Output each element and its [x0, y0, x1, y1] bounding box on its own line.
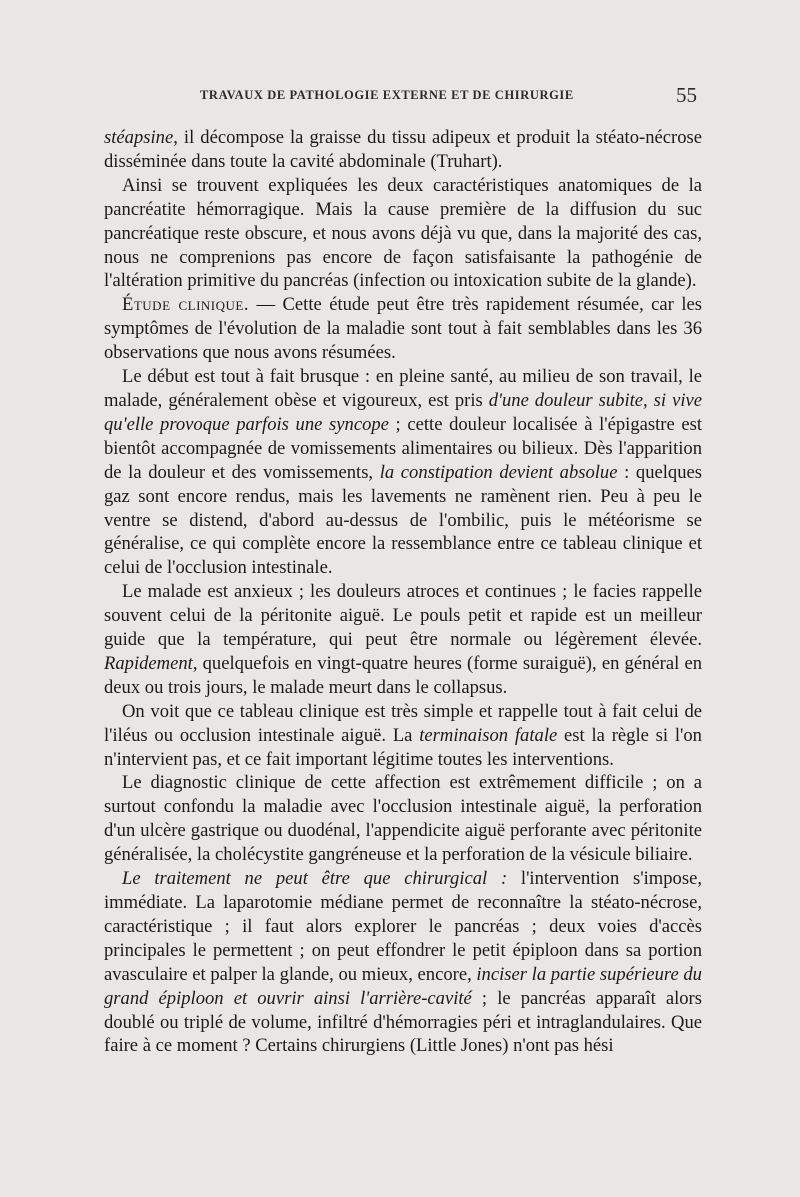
paragraph: On voit que ce tableau clinique est très simple et rappelle tout à fait celui de l'iléus ou occlusion intestinale aiguë. La terminaison fatale est la règle si l'on n'intervient pas, et ce fait important légitime toutes les interventions. [104, 700, 702, 770]
page-number: 55 [676, 83, 697, 107]
italic-phrase: Rapidement [104, 652, 193, 674]
paragraph: Étude clinique. — Cette étude peut être très rapidement résumée, car les symptômes de l'évolution de la maladie sont tout à fait semblables dans les 36 observations que nous avons résumées. [104, 294, 702, 364]
italic-phrase: la constipation devient absolue [379, 461, 618, 483]
italic-phrase: inciser la partie supérieure du grand épiploon et ouvrir ainsi l'arrière-cavité [104, 963, 702, 1009]
paragraph: Le traitement ne peut être que chirurgical : l'intervention s'impose, immédiate. La laparotomie médiane permet de reconnaître la stéato-nécrose, caractéristique ; il faut alors explorer le pancréas ; deux voies d'accès principales le permettent ; on peut effondrer le petit épiploon dans sa portion avasculaire et palper la glande, ou mieux, encore, inciser la partie supérieure du grand épiploon et ouvrir ainsi l'arrière-cavité ; le pancréas apparaît alors doublé ou triplé de volume, infiltré d'hémorragies péri et intraglandulaires. Que faire à ce moment ? Certains chirurgiens (Little Jones) n'ont pas hési [104, 868, 702, 1057]
body-text [104, 126, 702, 1058]
italic-phrase: terminaison fatale [419, 724, 558, 746]
paragraph: Le début est tout à fait brusque : en pleine santé, au milieu de son travail, le malade, généralement obèse et vigoureux, est pris d'une douleur subite, si vive qu'elle provoque parfois une syncope ; cette douleur localisée à l'épigastre est bientôt accompagnée de vomissements alimentaires ou bilieux. Dès l'apparition de la douleur et des vomissements, la constipation devient absolue : quelques gaz sont encore rendus, mais les lavements ne ramènent rien. Peu à peu le ventre se distend, d'abord au-dessus de l'ombilic, puis le météorisme se généralise, ce qui complète encore la ressemblance entre ce tableau clinique et celui de l'occlusion intestinale. [104, 366, 703, 579]
section-heading: Étude clinique. [122, 294, 249, 316]
italic-phrase: d'une douleur subite, si vive qu'elle provoque parfois une syncope [104, 389, 702, 435]
paragraph: stéapsine, il décompose la graisse du tissu adipeux et produit la stéato-nécrose disséminée dans toute la cavité abdominale (Truhart). [104, 127, 702, 172]
running-head: TRAVAUX DE PATHOLOGIE EXTERNE ET DE CHIRURGIE [200, 88, 574, 102]
paragraph: Le malade est anxieux ; les douleurs atroces et continues ; le facies rappelle souvent celui de la péritonite aiguë. Le pouls petit et rapide est un meilleur guide que la température, qui peut être normale ou légèrement élevée. Rapidement, quelquefois en vingt-quatre heures (forme suraiguë), en général en deux ou trois jours, le malade meurt dans le collapsus. [104, 581, 702, 698]
paragraph: Ainsi se trouvent expliquées les deux caractéristiques anatomiques de la pancréatite hémorragique. Mais la cause première de la diffusion du suc pancréatique reste obscure, et nous avons déjà vu que, dans la majorité des cas, nous ne comprenions pas encore de façon satisfaisante la pathogénie de l'altération primitive du pancréas (infection ou intoxication subite de la glande). [104, 174, 702, 292]
paragraph: Le diagnostic clinique de cette affection est extrêmement difficile ; on a surtout confondu la maladie avec l'occlusion intestinale aiguë, la perforation d'un ulcère gastrique ou duodénal, l'appendicite aiguë perforante avec péritonite généralisée, la cholécystite gangréneuse et la perforation de la vésicule biliaire. [104, 772, 702, 866]
italic-phrase: Le traitement ne peut être que chirurgical : [122, 868, 508, 890]
italic-term: stéapsine [104, 127, 174, 148]
